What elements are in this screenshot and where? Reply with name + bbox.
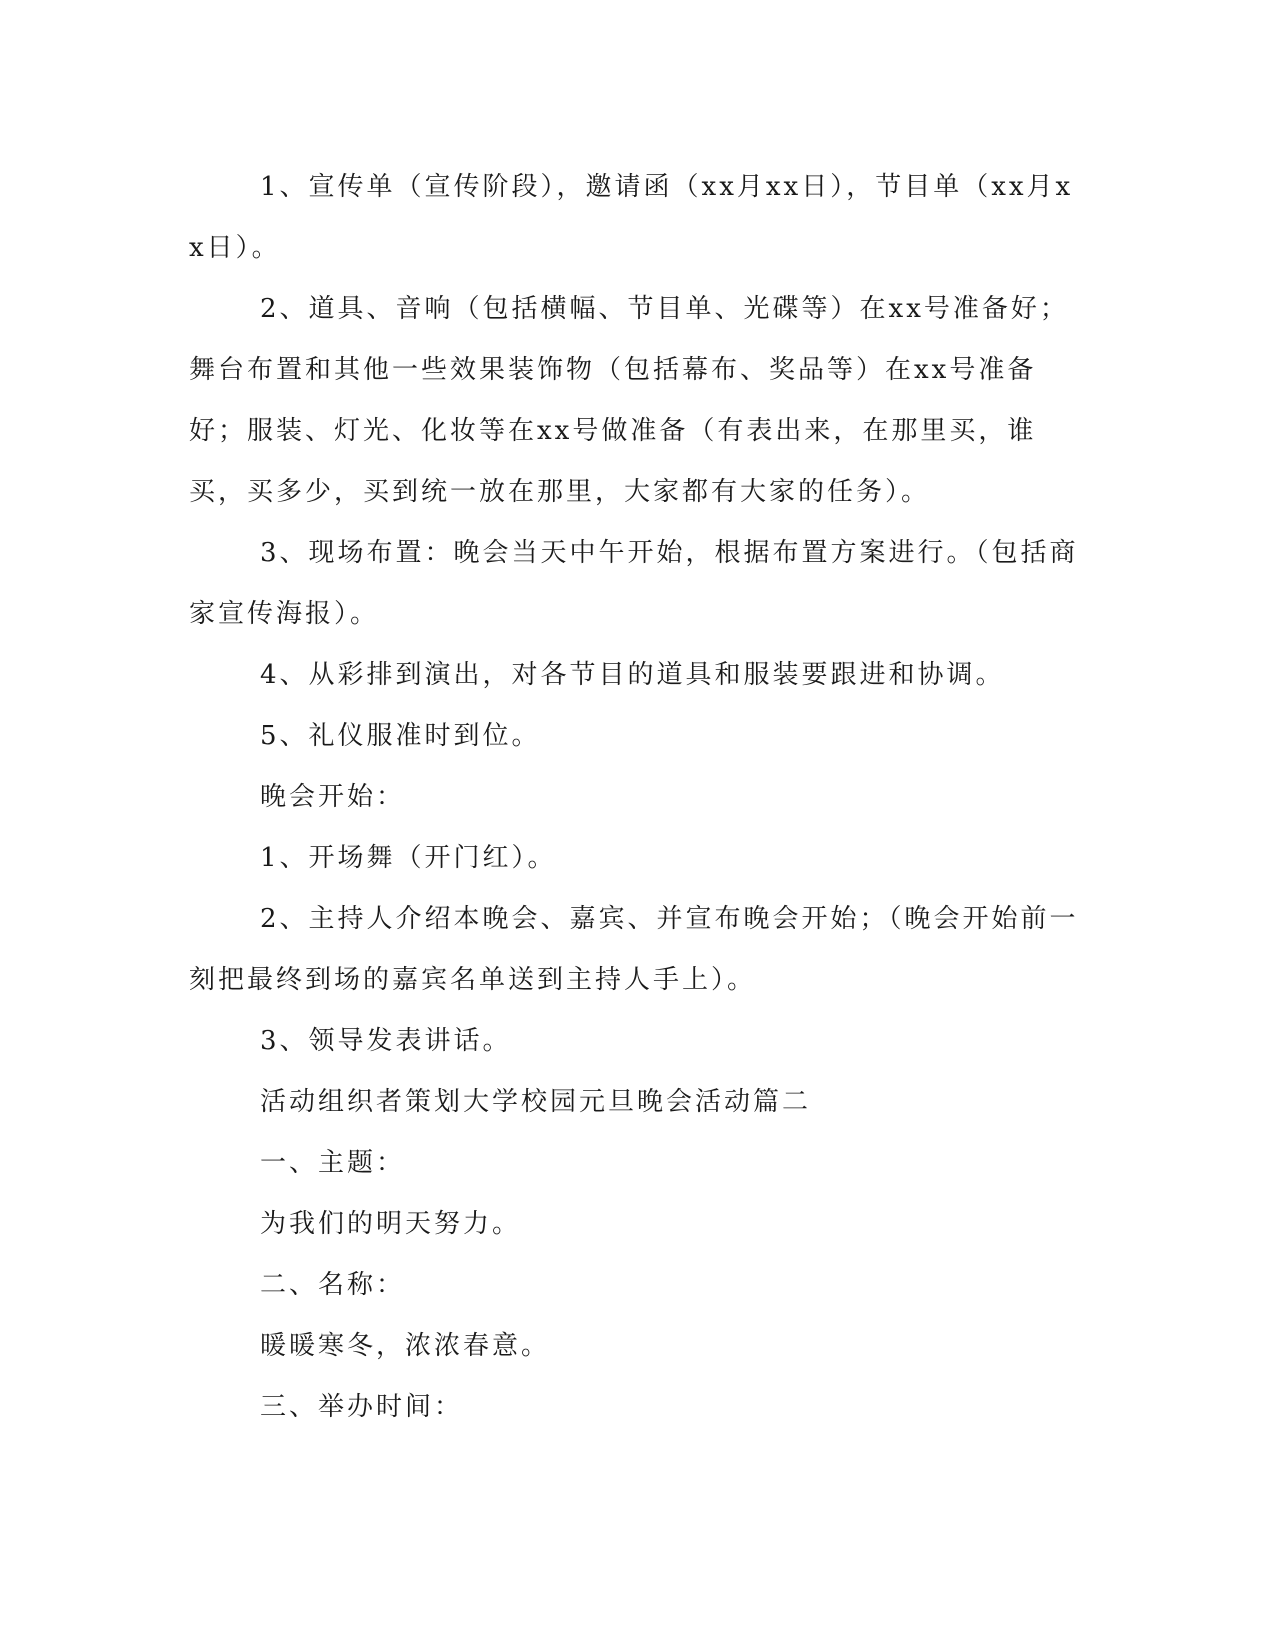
document-body <box>189 157 1089 1438</box>
paragraph-1: 1、宣传单（宣传阶段），邀请函（xx月xx日），节目单（xx月xx日）。 <box>189 172 1074 263</box>
paragraph-name: 暖暖寒冬，浓浓春意。 <box>260 1331 551 1361</box>
paragraph-7: 2、主持人介绍本晚会、嘉宾、并宣布晚会开始；（晚会开始前一刻把最终到场的嘉宾名单送到主持人手上）。 <box>189 904 1079 995</box>
section-heading-evening-start: 晚会开始： <box>260 782 406 812</box>
paragraph-5: 5、礼仪服准时到位。 <box>260 721 541 751</box>
paragraph-4: 4、从彩排到演出，对各节目的道具和服装要跟进和协调。 <box>260 660 1005 690</box>
paragraph-theme: 为我们的明天努力。 <box>260 1209 522 1239</box>
section-heading-theme: 一、主题： <box>260 1148 406 1178</box>
paragraph-2: 2、道具、音响（包括横幅、节目单、光碟等）在xx号准备好；舞台布置和其他一些效果装饰物（包括幕布、奖品等）在xx号准备好；服装、灯光、化妆等在xx号做准备（有表出来，在那里买，谁买，买多少，买到统一放在那里，大家都有大家的任务）。 <box>189 294 1069 507</box>
paragraph-3: 3、现场布置：晚会当天中午开始，根据布置方案进行。（包括商家宣传海报）。 <box>189 538 1079 629</box>
article-title: 活动组织者策划大学校园元旦晚会活动篇二 <box>260 1087 812 1117</box>
paragraph-6: 1、开场舞（开门红）。 <box>260 843 557 873</box>
section-heading-time: 三、举办时间： <box>260 1392 464 1422</box>
section-heading-name: 二、名称： <box>260 1270 406 1300</box>
paragraph-8: 3、领导发表讲话。 <box>260 1026 512 1056</box>
